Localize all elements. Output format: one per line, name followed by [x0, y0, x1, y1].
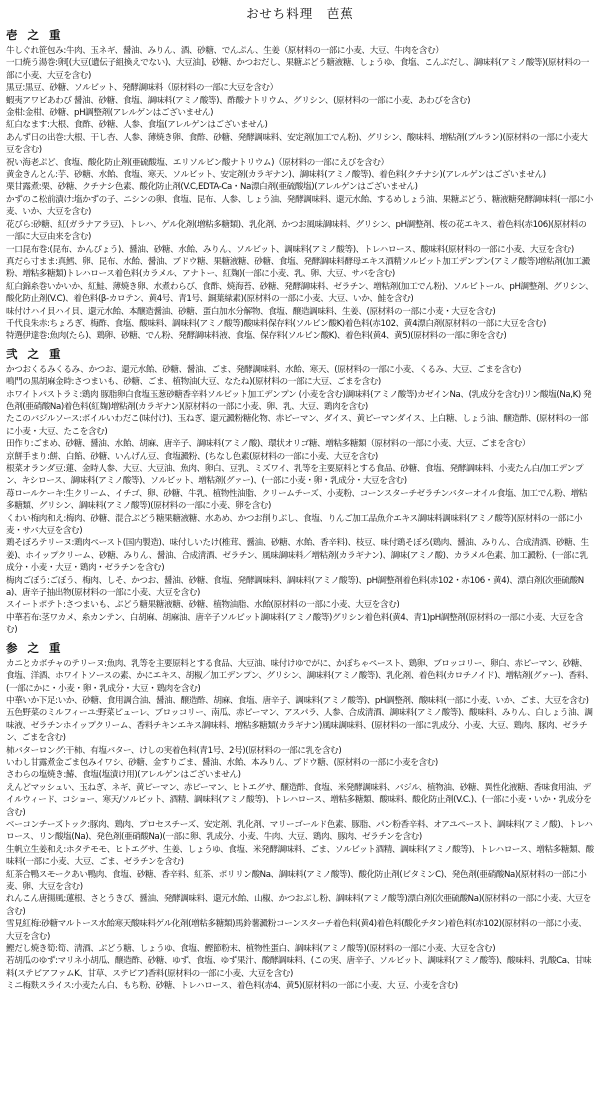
ingredient-entry: 紅茶合鴨スモークあい鴨肉、食塩、砂糖、香辛料、紅茶、ポリリン酸Na、調味料(アミノ酸等)、酸化防止剤(ビタミンC)、発色剤(亜硝酸Na)(原材料の一部に小麦、卵、大豆を含む): [6, 869, 587, 892]
ingredient-entry: 鰹だし焼き筍:筍、清酒、ぶどう糖、しょうゆ、食塩、鰹節粉末、植物性蛋白、調味料(アミノ酸等)(原材料の一部に小麦、大豆を含む): [6, 944, 496, 955]
ingredient-entry: スイートポテト:さつまいも、ぶどう糖果糖液糖、砂糖、植物油脂、水飴(原材料の一部に小麦、大豆を含む): [6, 600, 400, 611]
document-title: おせち料理 芭蕉: [246, 6, 354, 21]
ingredient-entry: 特選伊達巻:魚肉(たら)、鶏卵、砂糖、でん粉、発酵調味料液、食塩、保存料(ソルビン酸K)、着色料(黄4、黄5)(原材料の一部に卵を含む): [6, 331, 507, 342]
ingredient-entry: 黒豆:黒豆、砂糖、ソルビット、発酵調味料（原材料の一部に大豆を含む）: [6, 83, 278, 94]
ingredient-entry: さわらの塩焼き:鰆、食塩(塩漬け用)(アレルゲンはございません): [6, 770, 241, 781]
section-heading: 壱 之 重: [6, 28, 64, 42]
ingredient-entry: 花びら:砂糖、紅(ガラナアラ豆)、トレハ、ゲル化剤(増粘多糖類)、乳化剤、かつお風味調味料、グリシン、pH調整剤、桜の花エキス、着色料(赤106)(原材料の一部に大豆由来を含む): [6, 219, 587, 243]
ingredient-entry: いわし甘露煮金ごま包みイワシ、砂糖、金すりごま、醤油、水飴、本みりん、ブドウ糖、(原材料の一部に小麦を含む): [6, 757, 438, 768]
ingredient-entry: 一口昆布巻:(昆布、かんぴょう)、醤油、砂糖、水飴、みりん、ソルビット、調味料(アミノ酸等)、トレハロース、酸味料(原材料の一部に小麦、大豆を含む): [6, 244, 574, 255]
ingredient-entry: 根菜オランダ豆:蓮、金時人参、大豆、大豆油、魚肉、卵白、豆乳、ミズワイ、乳等を主要原料とする食品、砂糖、食塩、発酵調味料、小麦たん白/加工デンプン、キシロース、調味料(アミノ酸等)、ソルビット、増粘剤(グァー)、(一部に小麦・卵・乳成分・大豆を含む): [6, 464, 584, 487]
ingredient-entry: ベーコンチーズトック:豚肉、鶏肉、プロセスチーズ、安定剤、乳化剤、マリーゴールド色素、豚脂、パン粉香辛料、オアユペースト、調味料(アミノ酸)、トレハロース、リン酸塩(Na)、発色剤(亜硝酸Na)(一部に卵、乳成分、小麦、牛肉、大豆、鶏肉、豚肉、ゼラチンを含む): [6, 819, 593, 843]
ingredient-entry: カニとカボチャのテリーヌ:魚肉、乳等を主要原料とする食品、大豆油、味付けゆでがに、かぼちゃペースト、鶏卵、ブロッコリー、卵白、赤ピーマン、砂糖、食塩、洋酒、ホワイトソースの素、かにエキス、胡椒／加工デンプン、グリシン、調味料(アミノ酸等)、乳化剤、着色料(カロチノイド)、増粘剤(グァー)、香料、(一部にかに・小麦・卵・乳成分・大豆・鶏肉を含む): [6, 658, 594, 694]
section-heading: 弐 之 重: [6, 346, 64, 361]
ingredient-entry: 牛しぐれ笹包み:牛肉、玉ネギ、醤油、みりん、酒、砂糖、でんぷん、生姜（原材料の一部に小麦、大豆、牛肉を含む）: [6, 46, 444, 56]
ingredient-entry: 若胡瓜のゆず:マリネ小胡瓜、醸造酢、砂糖、ゆず、食塩、ゆず果汁、酸酵調味料、(この実、唐辛子、ソルビット、調味料(アミノ酸等)、酸味料、乳酸Ca、甘味料(ステビアファムK、甘草、ステビア)香料(原材料の一部に小麦、大豆を含む): [6, 956, 592, 979]
ingredient-entry: ホワイトパストラミ:鶏肉 豚脂卵白食塩玉葱砂糖香辛料ソルビット加工デンプン (小麦を含む)調味料(アミノ酸等)カゼインNa、(乳成分を含む)リン酸塩(Na,K) 発色剤(亜硝酸Na)着色料(紅麹)増粘剤(カラギナン)(原材料の一部に小麦、卵、乳、大豆、鶏肉を含む): [6, 389, 592, 412]
ingredient-entry: 苺ロールケーキ:生クリーム、イチゴ、卵、砂糖、牛乳、植物性油脂、クリームチーズ、小麦粉、コーンスターチゼラチンバターオイル食塩、加工でん粉、増粘多糖類、グリシン、調味料(アミノ酸等)(原材料の一部に小麦、卵を含む): [6, 488, 587, 512]
ingredient-entry: 鳴門の黒胡麻金時:さつまいも、砂糖、ごま、植物油(大豆、なたね)(原材料の一部に大豆、ごまを含む): [6, 377, 381, 388]
ingredient-entry: 栗甘露煮:栗、砂糖、クチナシ色素、酸化防止剤(V.C,EDTA-Ca・Na漂白剤(亜硫酸塩)(アレルゲンはございません): [6, 182, 418, 193]
ingredient-entry: 黄金きんとん:芋、砂糖、水飴、食塩、寒天、ソルビット、安定剤(カラギナン)、調味料(アミノ酸等)、着色料(クチナシ)(アレルゲンはございません): [6, 170, 546, 181]
ingredient-entry: 祝い海老ぷど、食塩、酸化防止剤(亜硫酸塩、エリソルビン酸ナトリウム)（原材料の一部にえびを含む）: [6, 157, 389, 168]
ingredient-entry: 蝦夷アワビあわび 醤油、砂糖、食塩、調味料(アミノ酸等)、酢酸ナトリウム、グリシン、(原材料の一部に小麦、あわびを含む): [6, 95, 471, 106]
ingredient-entry: かずのこ松前漬け:塩かずの子、ニシンの卵、食塩、昆布、人参、しょう油、発酵調味料、還元水飴、するめしょう油、果糖ぶどう、糖液糖発酵調味料(一部に小麦、いか、大豆を含む): [6, 194, 593, 218]
ingredient-entry: ミニ梅麩スライス:小麦たん白、もち粉、砂糖、トレハロース、着色料(赤4、黄5)(原材料の一部に小麦、大 豆、小麦を含む): [6, 981, 458, 992]
ingredient-entry: かつおくるみくるみ、かつお、還元水飴、砂糖、醤油、ごま、発酵調味料、水飴、寒天、(原材料の一部に小麦、くるみ、大豆、ごまを含む): [6, 364, 521, 375]
section-tier-2: [6, 345, 594, 637]
section-heading: 参 之 重: [6, 640, 64, 655]
ingredient-entry: たこのバジルソース:ボイルいわだこ(味付け)、玉ねぎ、還元澱粉糖化物、赤ピーマン、ダイス、黄ピーマンダイス、上白糖、しょう油、醸造酢、(原材料の一部に小麦・大豆、たこを含む): [6, 414, 589, 437]
ingredient-entry: あんず日の出巻:大根、干し杏、人参、薄焼き卵、食酢、砂糖、発酵調味料、安定剤(加工でん粉)、グリシン、酸味料、増粘剤(プルラン)(原材料の一部に小麦大豆を含む): [6, 132, 588, 156]
ingredient-entry: 金柑:金柑、砂糖、pH調整剤(アレルゲンはございません): [6, 108, 214, 119]
ingredient-entry: 京餅手まり:餅、白餡、砂糖、いんげん豆、食塩澱粉、(ちなし色素(原材料の一部に小麦、大豆を含む): [6, 451, 378, 462]
ingredient-entry: 鶏そぼろテリーヌ:鶏肉ペースト(国内製造)、味付しいたけ(椎茸、醤油、砂糖、水飴、香辛料)、枝豆、味付鶏そぼろ(鶏肉、醤油、みりん、合成清酒、砂糖、生姜)、ホイップクリーム、砂糖、みりん、醤油、合成清酒、ゼラチン、風味調味料／増粘剤(カラギナン)、調味(アミノ酸)、カラメル色素、加工澱粉、(一部に乳成分・小麦・大豆・鶏肉・ゼラチンを含む): [6, 538, 589, 574]
ingredient-entry: えんどマッシュい、玉ねぎ、ネギ、黄ピーマン、赤ピーマン、ヒトエグサ、醸造酢、食塩、米発酵調味料、バジル、植物油、砂糖、異性化液糖、香味食用油、デイルウィード、コショー、寒天/ソルビット、酒精、調味料(アミノ酸等)、トレハロース、増粘多糖類、酸味料、酸化防止剤(V.C.)、(一部に小麦・いか・乳成分を含む): [6, 782, 592, 818]
section-tier-3: [6, 639, 594, 993]
ingredient-entry: 中華いか下足:いか、砂糖、食用調合油、醤油、醸造酢、胡麻、食塩、唐辛子、調味料(アミノ酸等)、pH調整剤、酸味料(一部に小麦、いか、ごま、大豆を含む): [6, 695, 589, 706]
ingredient-entry: れんこん唐揚風:蓮根、さとうきび、醤油、発酵調味料、還元水飴、山椒、かつおぶし粉、調味料(アミノ酸等)漂白剤(次亜硫酸Na)(原材料の一部に小麦、大豆を含む): [6, 894, 591, 917]
ingredient-entry: 紅白錦糸巻いかいか、紅鮭、薄焼き卵、水煮わらび、食酢、焼海苔、砂糖、発酵調味料、ゼラチン、増粘剤(加工でん粉)、ソルビトール、pH調整剤、グリシン、酸化防止剤(V.C)、着色料(β-カロテン、黄4号、青1号、銅葉緑素)(原材料の一部に小麦、大豆、いか、鮭を含む): [6, 281, 594, 305]
ingredient-entry: くわい梅肉和え:梅肉、砂糖、混合ぶどう糖果糖液糖、水あめ、かつお削りぶし、食塩、りんご加工品魚介エキス調味料調味料(アミノ酸等)(原材料の一部に小麦・サバ大豆を含む): [6, 513, 583, 537]
ingredient-entry: 千代良朱赤:ちょろぎ、梅酢、食塩、酸味料、調味料(アミノ酸等)酸味料保存料(ソルビン酸K)着色料(赤102、黄4漂白剤(原材料の一部に大豆を含む): [6, 318, 546, 329]
ingredient-entry: 味付けハイ貝ハイ貝、還元水飴、本醸造醤油、砂糖、蛋白加水分解物、食塩、醸造調味料、生姜、(原材料の一部に小麦・大豆を含む): [6, 306, 496, 317]
ingredient-entry: 中華若布:茎ワカメ、糸カンテン、白胡麻、胡麻油、唐辛子ソルビット調味料(アミノ酸等)グリシン着色料(黄4、青1)pH調整剤(原材料の一部に小麦、大豆を含む): [6, 612, 584, 636]
ingredient-entry: 雪見紅梅:砂糖マルトース水飴寒天酸味料ゲル化剤(増粘多糖類)馬鈴薯澱粉コーンスターチ着色料(黄4)着色料(酸化チタン)着色料(赤102)(原材料の一部に小麦、大豆を含む): [6, 919, 587, 942]
ingredient-entry: 五色野菜のミルフィーユ:野菜ピューレ、ブロッコリー、南瓜、赤ピーマン、アスパラ、人参、合成清酒、調味料(アミノ酸等)、酸味料、みりん、白しょう油、調味液、ゼラチンホイップクリーム、香料チキンエキス調味料、増粘多糖類(カラギナン)風味調味料、(原材料の一部に乳成分、小麦、大豆、鶏肉、豚肉、ゼラチン、ごまを含む): [6, 708, 593, 744]
ingredient-entry: 一口焼う湯巻:卵[(大豆(遺伝子組換えでない)、大豆油]、砂糖、かつおだし、果糖ぶどう糖液糖、しょうゆ、食塩、こんぶだし、調味料(アミノ酸等)(原材料の一部に小麦、大豆を含む): [6, 58, 589, 81]
ingredient-entry: 柿バターロング:干柿、有塩バター、けしの実着色料(青1号、2号)(原材料の一部に乳を含む): [6, 745, 342, 756]
ingredient-entry: 生帆立生姜和え:ホタテモモ、ヒトエグサ、生姜、しょうゆ、食塩、米発酵調味料、ごま、ソルビット酒精、調味料(アミノ酸等)、トレハロース、増粘多糖類、酸味料(一部に小麦、大豆、ごま、ゼラチンを含む): [6, 844, 594, 868]
ingredient-entry: 紅白なます:大根、食酢、砂糖、人参、食塩(アレルゲンはございません): [6, 120, 268, 131]
ingredient-entry: 真だら寸まま:真鱈、卵、昆布、水飴、醤油、ブドウ糖、果糖液糖、砂糖、食塩、発酵調味料酵母エキス酒精ソルビット加工デンプン(アミノ酸等)増粘剤(加工澱粉、増粘多糖類)トレハロース着色料(カラメル、アナトー、紅麹)(一部に小麦、乳、卵、大豆、サバを含む): [6, 256, 590, 280]
section-tier-1: [6, 26, 594, 343]
ingredient-entry: 田作り:ごまめ、砂糖、醤油、水飴、胡麻、唐辛子、調味料(アミノ酸)、環状オリゴ糖、増粘多糖類（原材料の一部に小麦、大豆、ごまを含む）: [6, 439, 531, 450]
ingredient-entry: 梅肉ごぼう:ごぼう、梅肉、しそ、かつお、醤油、砂糖、食塩、発酵調味料、調味料(アミノ酸等)、pH調整剤着色料(赤102・赤106・黄4)、漂白剤(次亜硫酸Na)、唐辛子抽出物(原材料の一部に小麦、大豆を含む): [6, 575, 584, 599]
